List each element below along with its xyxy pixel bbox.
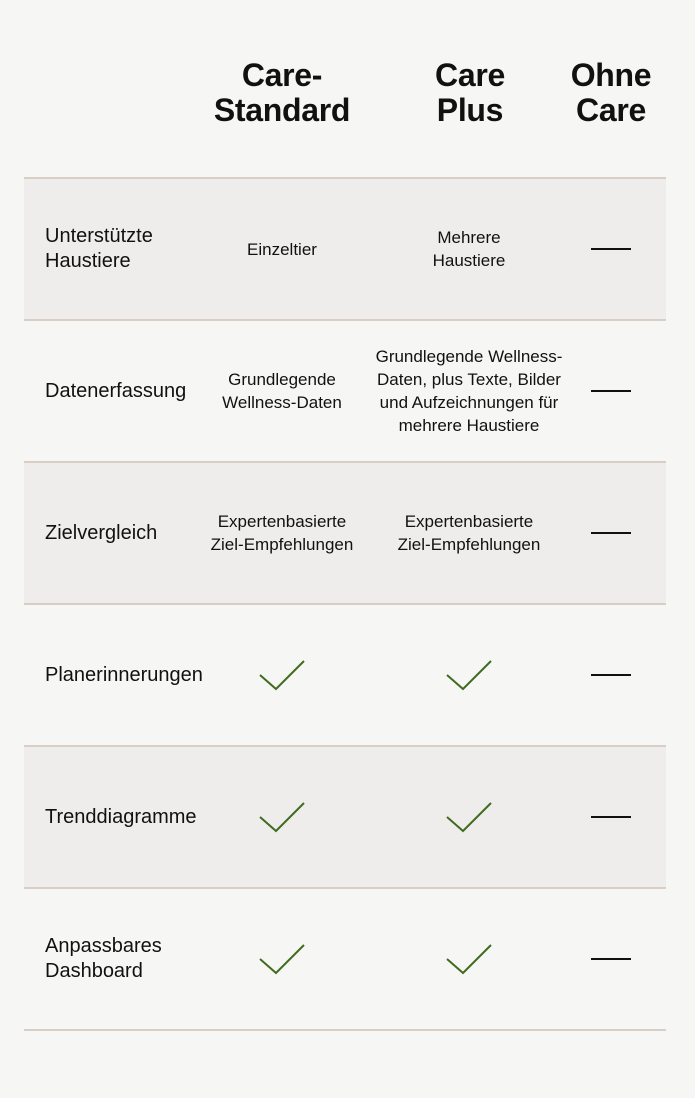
row-label: Zielvergleich [45, 521, 158, 544]
table-row-unterstuetzte-haustiere [24, 177, 666, 319]
cell-care-standard: Einzeltier [247, 239, 317, 259]
cell-ohne-care [576, 605, 646, 745]
check-icon [445, 801, 493, 833]
table-row-anpassbares-dashboard [24, 887, 666, 1031]
cell-care-standard: Expertenbasierte Ziel-Empfehlungen [210, 512, 354, 554]
cell-care-standard [194, 889, 370, 1029]
comparison-header [24, 0, 666, 177]
cell-care-plus: Grundlegende Wellness- Daten, plus Texte, Bilder und Aufzeichnungen für mehrere Haustiere [375, 347, 563, 435]
row-label: Planerinnerungen [45, 663, 203, 686]
check-icon [258, 801, 306, 833]
row-label: Datenerfassung [45, 379, 187, 402]
row-label: Trenddiagramme [45, 805, 197, 828]
cell-ohne-care [576, 889, 646, 1029]
column-header-ohne-care: Ohne Care [570, 57, 652, 128]
cell-care-standard [194, 747, 370, 887]
dash-icon [591, 816, 631, 818]
check-icon [258, 659, 306, 691]
cell-ohne-care [576, 179, 646, 319]
column-header-care-plus: Care Plus [435, 57, 505, 128]
column-header-care-standard: Care- Standard [213, 57, 351, 128]
dash-icon [591, 674, 631, 676]
dash-icon [591, 958, 631, 960]
dash-icon [591, 532, 631, 534]
check-icon [445, 943, 493, 975]
table-row-trenddiagramme [24, 745, 666, 887]
dash-icon [591, 390, 631, 392]
check-icon [258, 943, 306, 975]
cell-care-plus: Expertenbasierte Ziel-Empfehlungen [397, 512, 541, 554]
cell-care-standard: Grundlegende Wellness-Daten [222, 370, 342, 412]
cell-care-plus: Mehrere Haustiere [432, 228, 506, 270]
comparison-table [24, 177, 666, 1031]
row-label: Unterstützte Haustiere [45, 225, 153, 272]
cell-care-standard [194, 605, 370, 745]
cell-ohne-care [576, 747, 646, 887]
cell-ohne-care [576, 463, 646, 603]
cell-care-plus [364, 605, 574, 745]
cell-care-plus [364, 889, 574, 1029]
dash-icon [591, 248, 631, 250]
table-row-planerinnerungen [24, 603, 666, 745]
cell-ohne-care [576, 321, 646, 461]
table-row-zielvergleich [24, 461, 666, 603]
check-icon [445, 659, 493, 691]
cell-care-plus [364, 747, 574, 887]
table-row-datenerfassung [24, 319, 666, 461]
row-label: Anpassbares Dashboard [45, 935, 162, 982]
